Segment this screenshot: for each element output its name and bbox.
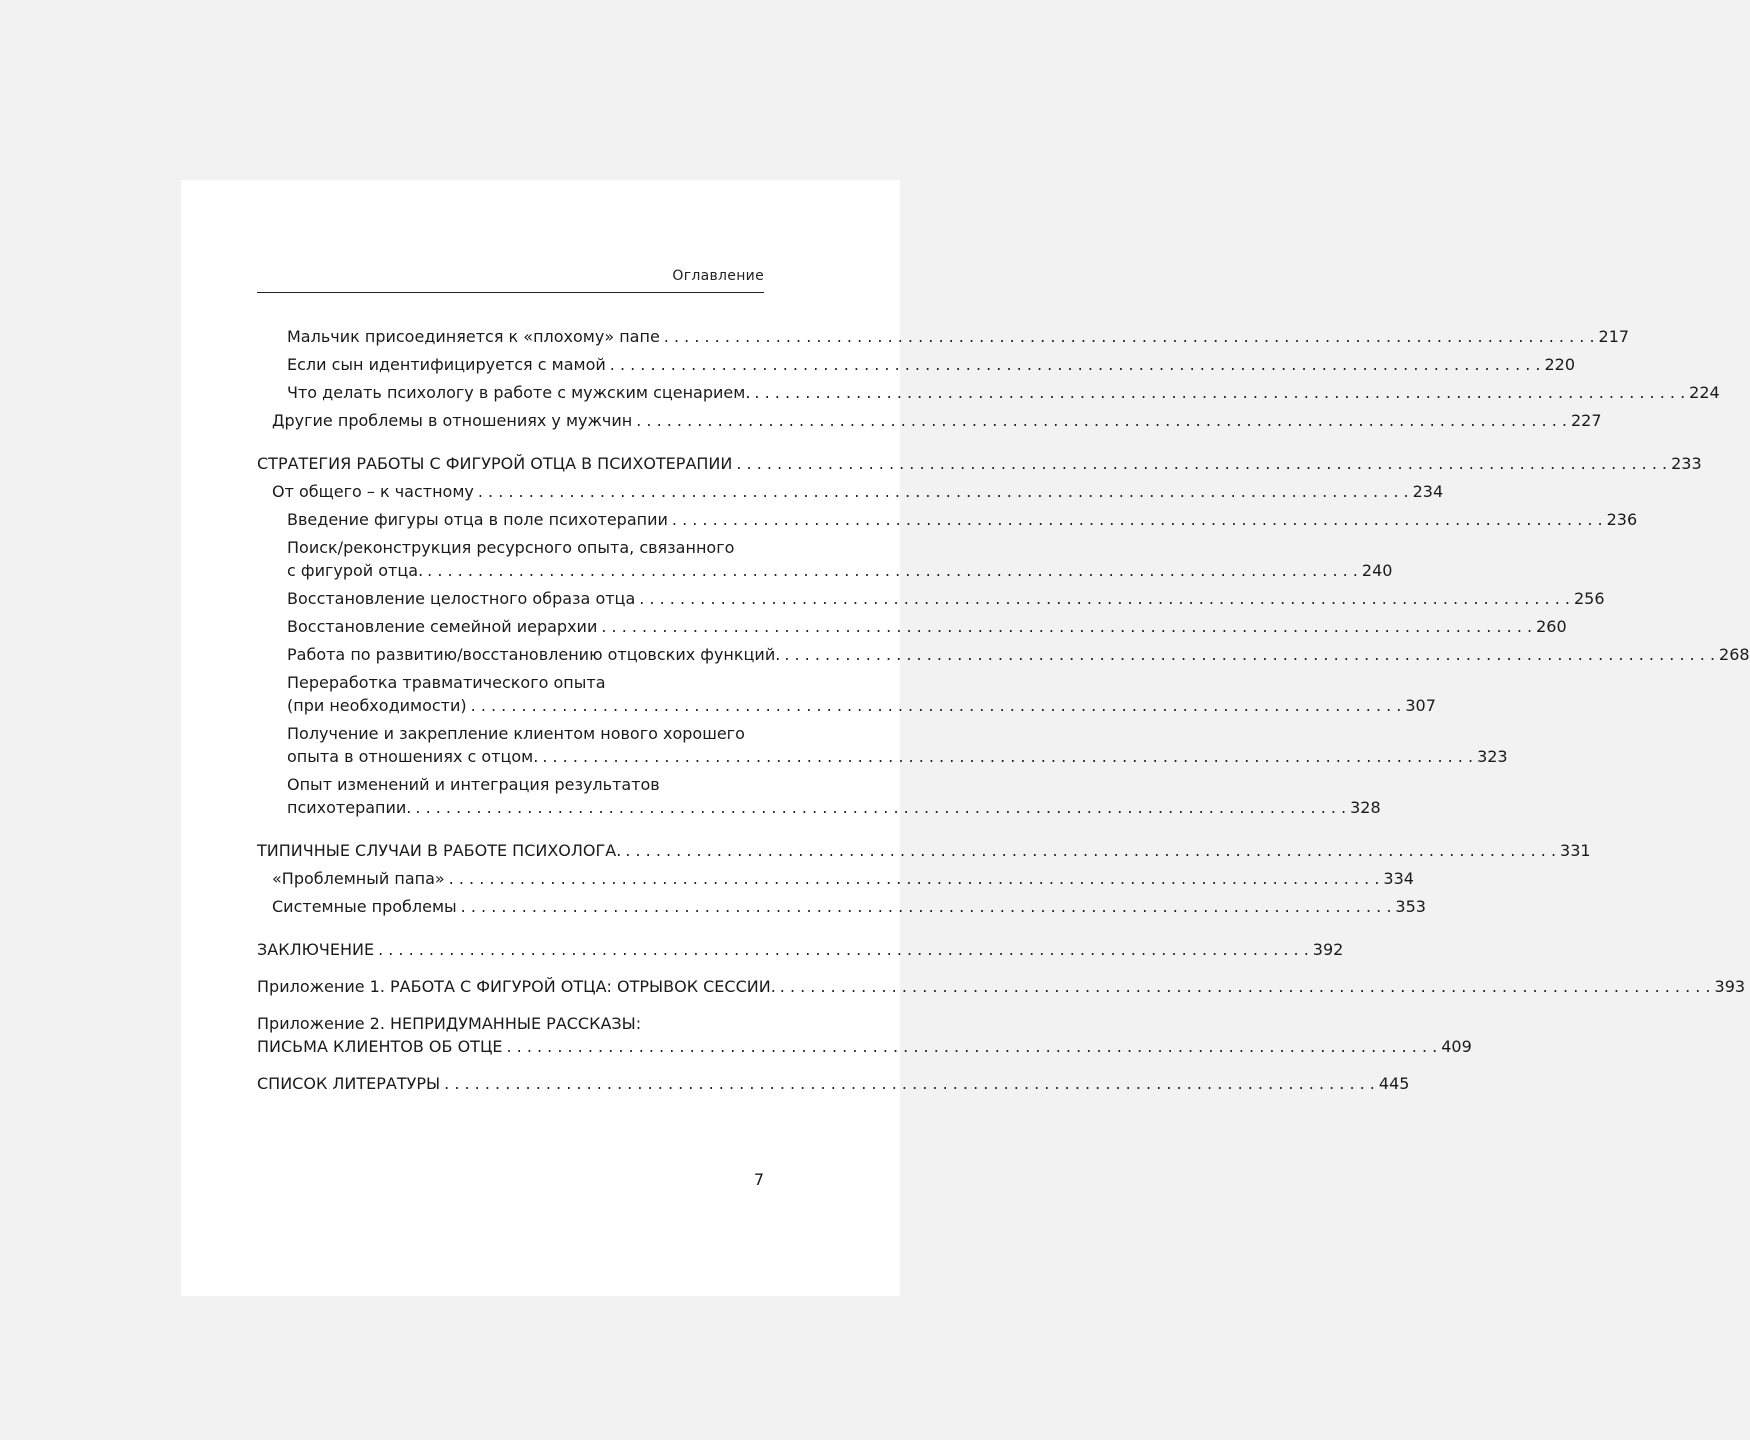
toc-entry (257, 615, 1567, 638)
toc-entry-page: 334 (1383, 869, 1414, 888)
toc-entry-page: 268 (1719, 645, 1750, 664)
toc-entry (257, 671, 1436, 717)
toc-entry-page: 445 (1378, 1074, 1410, 1093)
toc-entry (257, 409, 1602, 432)
toc-chapter (257, 452, 1702, 475)
toc-entry-title: Если сын идентифицируется с мамой (287, 355, 606, 374)
toc-entry-title: психотерапии. (287, 798, 412, 817)
toc-entry-page: 307 (1405, 696, 1436, 715)
toc-entry (257, 480, 1444, 503)
toc-entry-title-line1: Опыт изменений и интеграция результатов (287, 775, 660, 794)
toc-entry-title: ПИСЬМА КЛИЕНТОВ ОБ ОТЦЕ (257, 1037, 503, 1056)
toc-entry-page: 224 (1689, 383, 1720, 402)
toc-entry-page: 220 (1544, 355, 1576, 374)
toc-entry-title: (при необходимости) (287, 696, 467, 715)
toc-entry-title-line1: Получение и закрепление клиентом нового хорошего (287, 724, 745, 743)
toc-entry-page: 227 (1570, 411, 1602, 430)
toc-entry-title: Мальчик присоединяется к «плохому» папе (287, 327, 660, 346)
toc-entry-page: 256 (1573, 589, 1605, 608)
toc-entry-page: 234 (1412, 482, 1444, 501)
toc-entry (257, 722, 1508, 768)
page-number: 7 (753, 1170, 764, 1189)
table-of-contents (257, 325, 1750, 1100)
toc-entry-title: СПИСОК ЛИТЕРАТУРЫ (257, 1074, 441, 1093)
toc-entry-title: Что делать психологу в работе с мужским сценарием. (287, 383, 751, 402)
toc-entry-title: «Проблемный папа» (272, 869, 445, 888)
toc-entry-page: 392 (1312, 940, 1344, 959)
toc-entry-page: 217 (1598, 327, 1630, 346)
toc-chapter (257, 975, 1746, 998)
toc-entry-page: 393 (1714, 977, 1746, 996)
book-page (181, 180, 1750, 1296)
toc-entry (257, 536, 1393, 582)
toc-entry (257, 508, 1638, 531)
toc-entry-title: Другие проблемы в отношениях у мужчин (272, 411, 633, 430)
toc-entry-page: 353 (1395, 897, 1426, 916)
toc-entry (257, 867, 1414, 890)
header-rule (257, 292, 764, 293)
toc-entry-title: Восстановление семейной иерархии (287, 617, 598, 636)
toc-chapter (257, 839, 1591, 862)
toc-entry-page: 236 (1606, 510, 1638, 529)
running-head: Оглавление (672, 268, 764, 284)
toc-entry-page: 323 (1477, 747, 1508, 766)
toc-chapter (257, 1072, 1410, 1095)
toc-entry (257, 587, 1605, 610)
toc-entry-title: СТРАТЕГИЯ РАБОТЫ С ФИГУРОЙ ОТЦА В ПСИХОТЕРАПИИ (257, 454, 733, 473)
toc-entry (257, 773, 1381, 819)
toc-entry-title: с фигурой отца. (287, 561, 424, 580)
toc-entry-title: Системные проблемы (272, 897, 457, 916)
toc-entry-title: Введение фигуры отца в поле психотерапии (287, 510, 668, 529)
toc-entry-title: ЗАКЛЮЧЕНИЕ (257, 940, 375, 959)
toc-entry (257, 325, 1630, 348)
toc-entry (257, 895, 1426, 918)
toc-entry-title: Восстановление целостного образа отца (287, 589, 636, 608)
toc-entry-page: 331 (1560, 841, 1591, 860)
toc-entry-title: опыта в отношениях с отцом. (287, 747, 539, 766)
toc-entry-title-line1: Переработка травматического опыта (287, 673, 606, 692)
toc-entry-page: 233 (1671, 454, 1702, 473)
toc-entry-page: 260 (1536, 617, 1567, 636)
toc-entry (257, 353, 1576, 376)
toc-entry-title: От общего – к частному (272, 482, 474, 501)
toc-entry-page: 409 (1441, 1037, 1472, 1056)
toc-entry-title-line1: Поиск/реконструкция ресурсного опыта, связанного (287, 538, 735, 557)
toc-entry-title-line1: Приложение 2. НЕПРИДУМАННЫЕ РАССКАЗЫ: (257, 1014, 642, 1033)
toc-entry (257, 643, 1750, 666)
toc-entry-page: 328 (1350, 798, 1381, 817)
toc-entry (257, 381, 1720, 404)
toc-entry-title: Приложение 1. РАБОТА С ФИГУРОЙ ОТЦА: ОТРЫВОК СЕССИИ. (257, 977, 776, 996)
toc-entry-title: ТИПИЧНЫЕ СЛУЧАИ В РАБОТЕ ПСИХОЛОГА. (257, 841, 622, 860)
toc-chapter (257, 938, 1344, 961)
toc-chapter (257, 1012, 1472, 1058)
toc-entry-title: Работа по развитию/восстановлению отцовских функций. (287, 645, 781, 664)
toc-entry-page: 240 (1361, 561, 1393, 580)
